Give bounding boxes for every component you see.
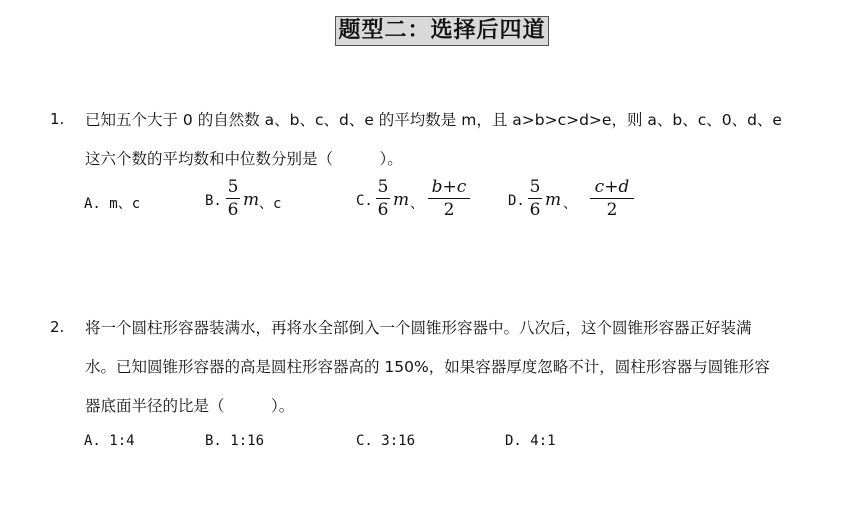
- question-2-option-b: B. 1:16: [205, 433, 265, 449]
- option-d-fraction: [528, 178, 542, 219]
- option-c-fraction: [376, 178, 390, 219]
- question-2-option-a: A. 1:4: [84, 433, 135, 449]
- question-2-line-1: 将一个圆柱形容器装满水，再将水全部倒入一个圆锥形容器中。八次后，这个圆锥形容器正好装满: [85, 319, 752, 337]
- fraction-denominator: 2: [606, 200, 618, 221]
- fraction-denominator: 6: [227, 200, 239, 221]
- option-c-variable: m: [393, 190, 410, 210]
- option-b-variable: m: [243, 190, 260, 210]
- fraction-numerator: 5: [529, 177, 541, 197]
- fraction-bar: [528, 198, 542, 199]
- fraction-numerator: b+c: [431, 177, 467, 197]
- question-1-option-a: A. m、c: [84, 196, 141, 212]
- question-1-number: 1.: [50, 110, 65, 128]
- fraction-denominator: 2: [443, 200, 455, 221]
- question-2-line-2: 水。已知圆锥形容器的高是圆柱形容器高的 150%，如果容器厚度忽略不计，圆柱形容器与圆锥形容: [85, 358, 770, 376]
- option-c-separator: 、: [410, 196, 424, 212]
- question-2-option-c: C. 3:16: [356, 433, 416, 449]
- option-d-separator: 、: [563, 196, 577, 212]
- fraction-bar: [226, 198, 240, 199]
- fraction-denominator: 6: [377, 200, 389, 221]
- section-title: 题型二：选择后四道: [335, 16, 549, 46]
- option-b-label: B.: [205, 193, 222, 209]
- question-2-line-3: 器底面半径的比是（ ）。: [85, 397, 295, 415]
- fraction-bar: [590, 198, 634, 199]
- question-2-number: 2.: [50, 318, 65, 336]
- option-d-label: D.: [508, 193, 525, 209]
- option-b-tail: 、c: [259, 196, 282, 212]
- fraction-bar: [428, 198, 470, 199]
- option-d-fraction-2: [590, 178, 634, 219]
- question-1-line-2: 这六个数的平均数和中位数分别是（ ）。: [85, 150, 403, 168]
- fraction-bar: [376, 198, 390, 199]
- option-c-label: C.: [356, 193, 373, 209]
- option-d-variable: m: [545, 190, 562, 210]
- fraction-numerator: 5: [377, 177, 389, 197]
- fraction-numerator: 5: [227, 177, 239, 197]
- option-c-fraction-2: [428, 178, 470, 219]
- question-1-line-1: 已知五个大于 0 的自然数 a、b、c、d、e 的平均数是 m，且 a>b>c>d>e，则 a、b、c、0、d、e: [85, 111, 782, 129]
- option-b-fraction: [226, 178, 240, 219]
- question-2-option-d: D. 4:1: [505, 433, 556, 449]
- fraction-denominator: 6: [529, 200, 541, 221]
- fraction-numerator: c+d: [594, 177, 630, 197]
